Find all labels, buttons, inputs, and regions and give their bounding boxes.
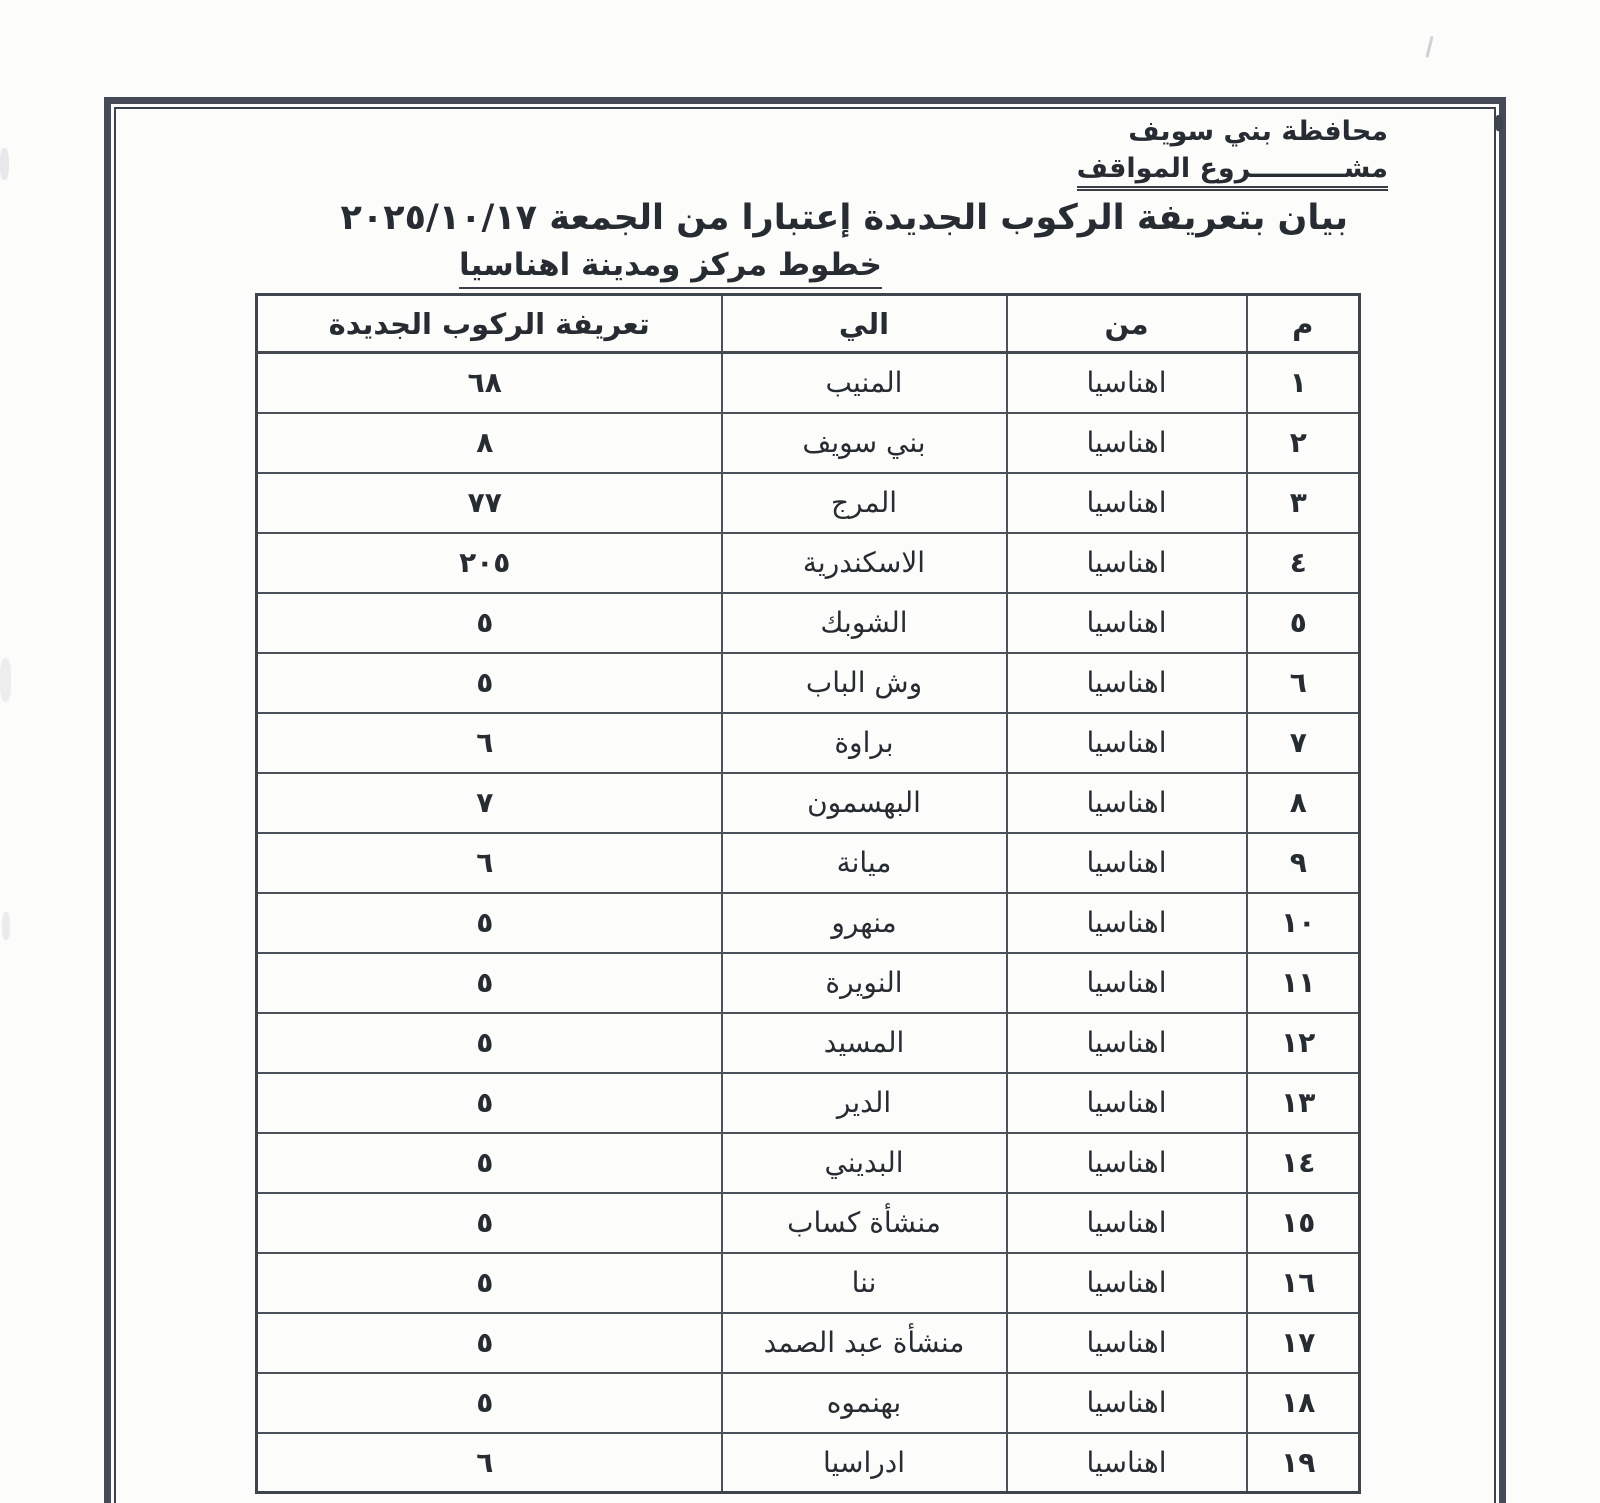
cell-no: ٢ [1247,413,1360,473]
table-row [257,1313,1360,1373]
cell-no: ٣ [1247,473,1360,533]
cell-fare: ٦٨ [257,353,722,413]
cell-fare: ٥ [257,1313,722,1373]
scan-artifact [1425,36,1433,58]
document-title: بيان بتعريفة الركوب الجديدة إعتبارا من الجمعة ٢٠٢٥/١٠/١٧ [340,198,1348,238]
scan-artifact [2,912,10,940]
table-row [257,893,1360,953]
cell-fare: ٥ [257,1193,722,1253]
cell-from: اهناسيا [1007,953,1247,1013]
project-name [1077,152,1388,186]
cell-fare: ٥ [257,1013,722,1073]
table-row [257,1373,1360,1433]
col-header-from: من [1007,295,1247,353]
cell-no: ٩ [1247,833,1360,893]
cell-fare: ٦ [257,1433,722,1493]
cell-no: ٨ [1247,773,1360,833]
scan-artifact [0,658,11,702]
col-header-fare: تعريفة الركوب الجديدة [257,295,722,353]
cell-to: الدير [722,1073,1007,1133]
cell-to: وش الباب [722,653,1007,713]
table-row [257,473,1360,533]
cell-to: البديني [722,1133,1007,1193]
cell-from: اهناسيا [1007,773,1247,833]
cell-to: الشوبك [722,593,1007,653]
cell-no: ١ [1247,353,1360,413]
cell-no: ٦ [1247,653,1360,713]
cell-to: النويرة [722,953,1007,1013]
cell-no: ٧ [1247,713,1360,773]
cell-from: اهناسيا [1007,593,1247,653]
cell-fare: ٧ [257,773,722,833]
cell-no: ١٩ [1247,1433,1360,1493]
cell-to: منشأة كساب [722,1193,1007,1253]
fare-table-body [257,353,1360,1493]
cell-no: ٤ [1247,533,1360,593]
fare-table [255,293,1361,1494]
cell-to: ننا [722,1253,1007,1313]
cell-fare: ٥ [257,593,722,653]
cell-from: اهناسيا [1007,833,1247,893]
cell-to: براوة [722,713,1007,773]
cell-from: اهناسيا [1007,713,1247,773]
cell-to: الاسكندرية [722,533,1007,593]
cell-from: اهناسيا [1007,473,1247,533]
table-row [257,533,1360,593]
cell-from: اهناسيا [1007,893,1247,953]
table-row [257,593,1360,653]
cell-fare: ٥ [257,653,722,713]
cell-fare: ٥ [257,1133,722,1193]
cell-fare: ٦ [257,833,722,893]
cell-from: اهناسيا [1007,1373,1247,1433]
cell-to: البهسمون [722,773,1007,833]
cell-no: ١٥ [1247,1193,1360,1253]
table-row [257,1013,1360,1073]
cell-no: ١٧ [1247,1313,1360,1373]
table-row [257,953,1360,1013]
cell-to: ميانة [722,833,1007,893]
cell-to: بهنموه [722,1373,1007,1433]
cell-fare: ٥ [257,1373,722,1433]
table-row [257,713,1360,773]
cell-to: المرج [722,473,1007,533]
cell-fare: ٧٧ [257,473,722,533]
cell-from: اهناسيا [1007,653,1247,713]
cell-no: ١١ [1247,953,1360,1013]
col-header-number: م [1247,295,1360,353]
table-row [257,1193,1360,1253]
cell-from: اهناسيا [1007,1313,1247,1373]
cell-to: منشأة عبد الصمد [722,1313,1007,1373]
table-header-row [257,295,1360,353]
cell-to: المسيد [722,1013,1007,1073]
cell-from: اهناسيا [1007,1133,1247,1193]
table-row [257,773,1360,833]
cell-fare: ٨ [257,413,722,473]
cell-fare: ٦ [257,713,722,773]
cell-to: منهرو [722,893,1007,953]
cell-from: اهناسيا [1007,413,1247,473]
cell-from: اهناسيا [1007,533,1247,593]
cell-from: اهناسيا [1007,1193,1247,1253]
table-row [257,413,1360,473]
cell-fare: ٥ [257,1253,722,1313]
cell-fare: ٥ [257,893,722,953]
cell-from: اهناسيا [1007,1073,1247,1133]
table-row [257,653,1360,713]
cell-fare: ٥ [257,1073,722,1133]
document-subtitle [459,246,882,284]
cell-to: ادراسيا [722,1433,1007,1493]
cell-fare: ٥ [257,953,722,1013]
document-subtitle-text: خطوط مركز ومدينة اهناسيا [459,247,882,289]
project-name-text: مشــــــــــروع المواقف [1077,153,1388,191]
cell-no: ١٢ [1247,1013,1360,1073]
cell-no: ١٤ [1247,1133,1360,1193]
cell-to: بني سويف [722,413,1007,473]
cell-no: ١٠ [1247,893,1360,953]
cell-no: ١٦ [1247,1253,1360,1313]
table-row [257,1133,1360,1193]
table-row [257,1073,1360,1133]
col-header-to: الي [722,295,1007,353]
table-row [257,353,1360,413]
cell-no: ١٣ [1247,1073,1360,1133]
table-row [257,833,1360,893]
cell-no: ٥ [1247,593,1360,653]
cell-from: اهناسيا [1007,1433,1247,1493]
cell-to: المنيب [722,353,1007,413]
cell-from: اهناسيا [1007,1013,1247,1073]
table-row [257,1253,1360,1313]
governorate-name: محافظة بني سويف [1128,116,1388,147]
cell-fare: ٢٠٥ [257,533,722,593]
cell-no: ١٨ [1247,1373,1360,1433]
cell-from: اهناسيا [1007,1253,1247,1313]
scan-artifact [0,148,9,180]
table-row [257,1433,1360,1493]
cell-from: اهناسيا [1007,353,1247,413]
